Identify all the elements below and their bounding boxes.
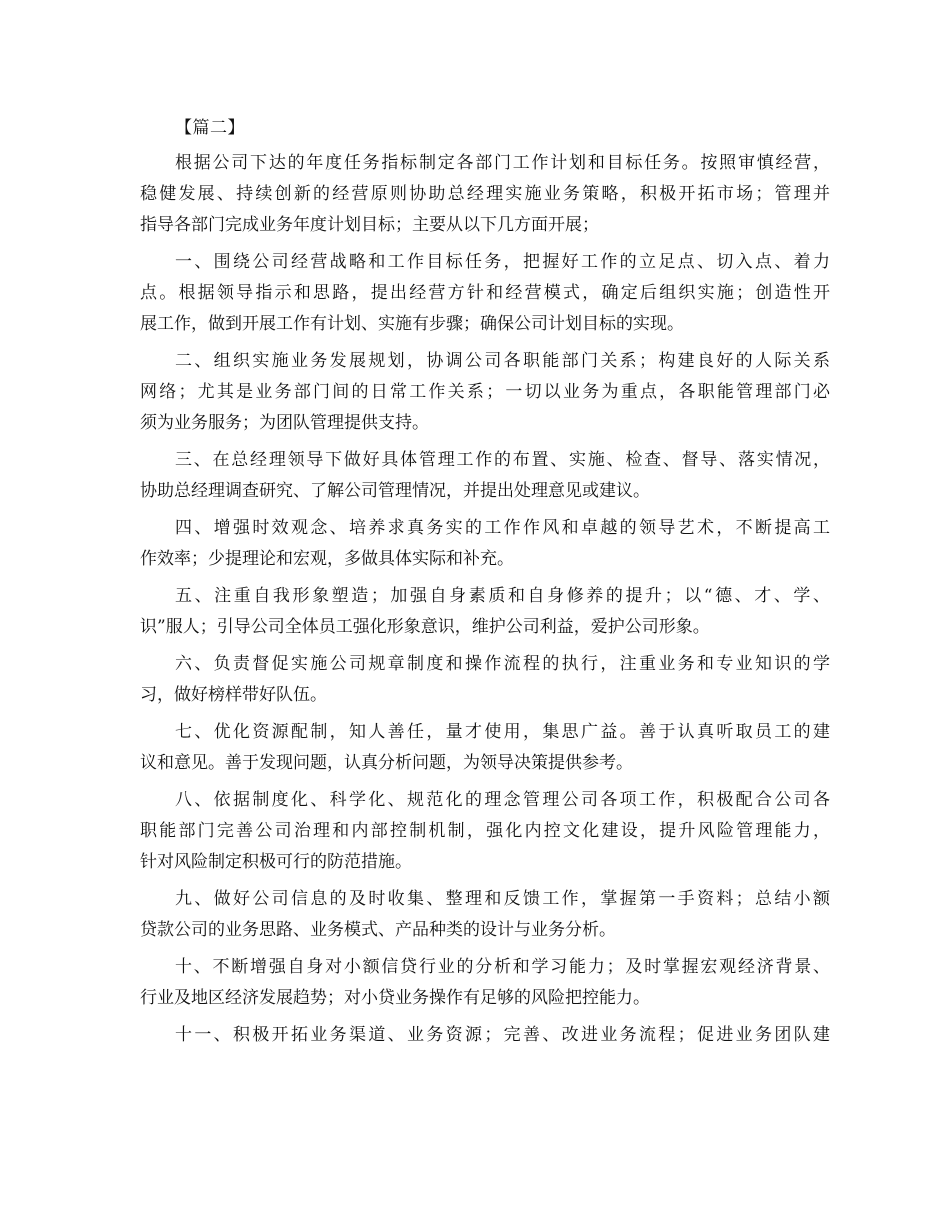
paragraph-line: 根据公司下达的年度任务指标制定各部门工作计划和目标任务。按照审慎经营，: [175, 153, 830, 173]
document-body: [140, 117, 830, 1057]
paragraph-line: 四、增强时效观念、培养求真务实的工作作风和卓越的领导艺术，不断提高工: [175, 518, 830, 538]
paragraph-item-8: [140, 785, 830, 878]
paragraph-line: 一、围绕公司经营战略和工作目标任务，把握好工作的立足点、切入点、着力: [175, 252, 830, 272]
paragraph-line: 九、做好公司信息的及时收集、整理和反馈工作，掌握第一手资料；总结小额: [175, 889, 830, 909]
paragraph-line: 十一、积极开拓业务渠道、业务资源；完善、改进业务流程；促进业务团队建: [175, 1025, 830, 1045]
paragraph-line: 指导各部门完成业务年度计划目标；主要从以下几方面开展；: [140, 215, 599, 235]
paragraph-item-2: [140, 346, 830, 439]
paragraph-line: 八、依据制度化、科学化、规范化的理念管理公司各项工作，积极配合公司各: [175, 790, 830, 810]
paragraph-line: 展工作，做到开展工作有计划、实施有步骤；确保公司计划目标的实现。: [140, 314, 684, 334]
paragraph-item-10: [140, 952, 830, 1014]
paragraph-line: 针对风险制定积极可行的防范措施。: [140, 852, 412, 872]
paragraph-line: 稳健发展、持续创新的经营原则协助总经理实施业务策略，积极开拓市场；管理并: [140, 184, 830, 204]
paragraph-line: 点。根据领导指示和思路，提出经营方针和经营模式，确定后组织实施；创造性开: [140, 283, 830, 303]
paragraph-item-6: [140, 649, 830, 711]
paragraph-item-9: [140, 884, 830, 946]
paragraph-line: 习，做好榜样带好队伍。: [140, 685, 327, 705]
paragraph-line: 六、负责督促实施公司规章制度和操作流程的执行，注重业务和专业知识的学: [175, 654, 830, 674]
section-heading: 【篇二】: [175, 118, 245, 138]
paragraph-line: 三、在总经理领导下做好具体管理工作的布置、实施、检查、督导、落实情况，: [175, 450, 830, 470]
paragraph-line: 五、注重自我形象塑造；加强自身素质和自身修养的提升；以“德、才、学、: [175, 586, 830, 606]
paragraph-item-1: [140, 247, 830, 340]
paragraph-line: 二、组织实施业务发展规划，协调公司各职能部门关系；构建良好的人际关系: [175, 351, 830, 371]
paragraph-line: 议和意见。善于发现问题，认真分析问题，为领导决策提供参考。: [140, 753, 633, 773]
paragraph-item-4: [140, 513, 830, 575]
paragraph-line: 协助总经理调查研究、了解公司管理情况，并提出处理意见或建议。: [140, 481, 650, 501]
paragraph-item-7: [140, 717, 830, 779]
paragraph-line: 贷款公司的业务思路、业务模式、产品种类的设计与业务分析。: [140, 920, 616, 940]
paragraph-line: 行业及地区经济发展趋势；对小贷业务操作有足够的风险把控能力。: [140, 988, 650, 1008]
paragraph-item-3: [140, 445, 830, 507]
paragraph-line: 网络；尤其是业务部门间的日常工作关系；一切以业务为重点，各职能管理部门必: [140, 382, 830, 402]
paragraph-line: 七、优化资源配制，知人善任，量才使用，集思广益。善于认真听取员工的建: [175, 722, 830, 742]
paragraph-line: 职能部门完善公司治理和内部控制机制，强化内控文化建设，提升风险管理能力，: [140, 821, 830, 841]
paragraph-line: 识”服人；引导公司全体员工强化形象意识，维护公司利益，爱护公司形象。: [140, 617, 710, 637]
paragraph-line: 十、不断增强自身对小额信贷行业的分析和学习能力；及时掌握宏观经济背景、: [175, 957, 830, 977]
paragraph-item-11: [140, 1020, 830, 1051]
paragraph-item-5: [140, 581, 830, 643]
paragraph-intro: [140, 148, 830, 241]
paragraph-line: 须为业务服务；为团队管理提供支持。: [140, 413, 429, 433]
paragraph-line: 作效率；少提理论和宏观，多做具体实际和补充。: [140, 549, 514, 569]
